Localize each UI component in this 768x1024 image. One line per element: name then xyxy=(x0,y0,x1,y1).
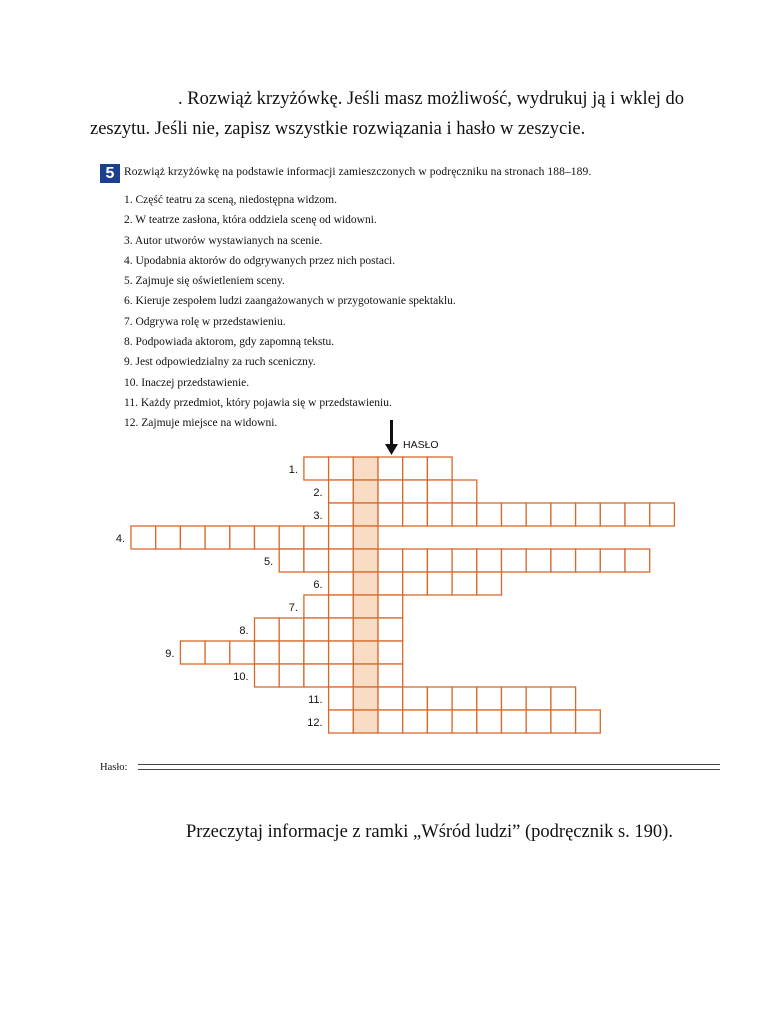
exercise-number-badge: 5 xyxy=(100,164,120,183)
crossword-cell[interactable] xyxy=(526,503,551,526)
crossword-cell[interactable] xyxy=(329,687,354,710)
crossword-cell[interactable] xyxy=(255,664,280,687)
clue-item: 9. Jest odpowiedzialny za ruch sceniczny. xyxy=(124,356,316,369)
crossword-cell[interactable] xyxy=(378,618,403,641)
clue-item: 12. Zajmuje miejsce na widowni. xyxy=(124,417,278,430)
crossword-cell[interactable] xyxy=(452,480,477,503)
crossword-cell[interactable] xyxy=(156,526,181,549)
crossword-cell[interactable] xyxy=(329,572,354,595)
crossword-cell[interactable] xyxy=(477,503,502,526)
crossword-cell[interactable] xyxy=(205,641,230,664)
crossword-cell[interactable] xyxy=(230,641,255,664)
crossword-cell[interactable] xyxy=(600,549,625,572)
crossword-row-label: 5. xyxy=(264,556,274,568)
crossword-cell[interactable] xyxy=(230,526,255,549)
crossword-cell[interactable] xyxy=(551,687,576,710)
crossword-row-label: 7. xyxy=(288,602,298,614)
crossword-cell[interactable] xyxy=(329,503,354,526)
crossword-cell[interactable] xyxy=(452,710,477,733)
clue-item: 3. Autor utworów wystawianych na scenie. xyxy=(124,234,323,247)
crossword-cell[interactable] xyxy=(576,549,601,572)
crossword-row xyxy=(165,641,402,664)
haslo-marker-label: HASŁO xyxy=(403,439,439,451)
crossword-cell[interactable] xyxy=(551,549,576,572)
crossword-row xyxy=(233,664,402,687)
crossword-cell[interactable] xyxy=(329,664,354,687)
crossword-cell[interactable] xyxy=(526,710,551,733)
crossword-cell[interactable] xyxy=(427,480,452,503)
crossword-cell[interactable] xyxy=(502,710,527,733)
crossword-cell[interactable] xyxy=(576,710,601,733)
crossword-key-cell[interactable] xyxy=(353,687,378,710)
crossword-cell[interactable] xyxy=(427,549,452,572)
crossword-cell[interactable] xyxy=(477,572,502,595)
crossword-cell[interactable] xyxy=(600,503,625,526)
crossword-row xyxy=(239,618,402,641)
crossword-key-cell[interactable] xyxy=(353,595,378,618)
haslo-answer-lines[interactable] xyxy=(138,764,720,774)
crossword-cell[interactable] xyxy=(329,595,354,618)
haslo-label: Hasło: xyxy=(100,762,128,773)
crossword-row-label: 8. xyxy=(239,625,249,637)
crossword-cell[interactable] xyxy=(304,664,329,687)
crossword-row-label: 10. xyxy=(233,671,249,683)
crossword-cell[interactable] xyxy=(403,457,428,480)
crossword-row-label: 11. xyxy=(308,694,323,706)
crossword-cell[interactable] xyxy=(329,526,354,549)
crossword-cell[interactable] xyxy=(378,549,403,572)
intro-line-1: . Rozwiąż krzyżówkę. Jeśli masz możliwość, wydrukuj ją i wklej do xyxy=(178,89,685,109)
crossword-cell[interactable] xyxy=(378,572,403,595)
crossword-row-label: 3. xyxy=(313,510,323,522)
crossword-cell[interactable] xyxy=(279,526,304,549)
crossword-cell[interactable] xyxy=(304,641,329,664)
crossword-cell[interactable] xyxy=(279,549,304,572)
crossword-row xyxy=(307,710,600,733)
clue-item: 7. Odgrywa rolę w przedstawieniu. xyxy=(124,315,286,328)
crossword-key-cell[interactable] xyxy=(353,549,378,572)
crossword-cell[interactable] xyxy=(329,480,354,503)
crossword-cell[interactable] xyxy=(279,664,304,687)
crossword-cell[interactable] xyxy=(255,641,280,664)
crossword-key-cell[interactable] xyxy=(353,457,378,480)
clue-item: 10. Inaczej przedstawienie. xyxy=(124,376,250,389)
crossword-key-cell[interactable] xyxy=(353,572,378,595)
crossword-cell[interactable] xyxy=(477,710,502,733)
crossword-row xyxy=(289,595,403,618)
crossword-key-cell[interactable] xyxy=(353,710,378,733)
crossword-row xyxy=(308,687,575,710)
exercise-instruction: Rozwiąż krzyżówkę na podstawie informacji zamieszczonych w podręczniku na stronach 188–189. xyxy=(124,166,592,178)
crossword-cell[interactable] xyxy=(329,549,354,572)
crossword-cell[interactable] xyxy=(378,457,403,480)
crossword-cell[interactable] xyxy=(279,641,304,664)
crossword-cell[interactable] xyxy=(180,641,205,664)
crossword-cell[interactable] xyxy=(329,710,354,733)
crossword-key-cell[interactable] xyxy=(353,503,378,526)
crossword-cell[interactable] xyxy=(625,503,650,526)
crossword-row-label: 1. xyxy=(288,464,298,476)
crossword-cell[interactable] xyxy=(255,526,280,549)
crossword-cell[interactable] xyxy=(378,687,403,710)
answer-line xyxy=(138,769,720,774)
clue-item: 6. Kieruje zespołem ludzi zaangażowanych w przygotowanie spektaklu. xyxy=(124,295,456,308)
clue-item: 4. Upodabnia aktorów do odgrywanych przez nich postaci. xyxy=(124,254,396,267)
crossword-cell[interactable] xyxy=(427,687,452,710)
crossword-cell[interactable] xyxy=(304,457,329,480)
clue-item: 11. Każdy przedmiot, który pojawia się w przedstawieniu. xyxy=(124,396,392,409)
crossword-cell[interactable] xyxy=(576,503,601,526)
crossword-row-label: 2. xyxy=(313,487,323,499)
clue-item: 5. Zajmuje się oświetleniem sceny. xyxy=(124,275,285,288)
crossword-cell[interactable] xyxy=(502,503,527,526)
crossword-cell[interactable] xyxy=(427,572,452,595)
crossword-cell[interactable] xyxy=(378,710,403,733)
crossword-cell[interactable] xyxy=(452,503,477,526)
crossword-row-label: 12. xyxy=(307,717,323,729)
crossword-row-label: 9. xyxy=(165,648,175,660)
crossword-cell[interactable] xyxy=(551,503,576,526)
crossword-row xyxy=(289,457,452,480)
crossword-cell[interactable] xyxy=(403,687,428,710)
crossword-cell[interactable] xyxy=(304,618,329,641)
crossword-cell[interactable] xyxy=(650,503,675,526)
crossword-cell[interactable] xyxy=(452,549,477,572)
crossword-cell[interactable] xyxy=(551,710,576,733)
crossword-cell[interactable] xyxy=(403,710,428,733)
crossword-cell[interactable] xyxy=(502,549,527,572)
clue-item: 1. Część teatru za sceną, niedostępna widzom. xyxy=(124,194,337,206)
crossword-cell[interactable] xyxy=(403,572,428,595)
crossword-cell[interactable] xyxy=(378,503,403,526)
crossword-row xyxy=(313,503,674,526)
crossword-row xyxy=(116,526,378,549)
crossword-cell[interactable] xyxy=(205,526,230,549)
crossword-cell[interactable] xyxy=(131,526,156,549)
intro-line-2: zeszytu. Jeśli nie, zapisz wszystkie rozwiązania i hasło w zeszycie. xyxy=(90,119,586,139)
read-instruction: Przeczytaj informacje z ramki „Wśród ludzi” (podręcznik s. 190). xyxy=(186,822,673,842)
crossword-key-cell[interactable] xyxy=(353,641,378,664)
crossword-cell[interactable] xyxy=(378,664,403,687)
crossword-cell[interactable] xyxy=(477,687,502,710)
crossword-cell[interactable] xyxy=(378,641,403,664)
crossword-cell[interactable] xyxy=(452,687,477,710)
haslo-arrow-icon xyxy=(385,420,398,455)
crossword-row xyxy=(264,549,650,572)
crossword-cell[interactable] xyxy=(329,641,354,664)
crossword-key-cell[interactable] xyxy=(353,618,378,641)
crossword-cell[interactable] xyxy=(526,687,551,710)
crossword-cell[interactable] xyxy=(304,526,329,549)
crossword-cell[interactable] xyxy=(378,595,403,618)
crossword-key-cell[interactable] xyxy=(353,480,378,503)
crossword-cell[interactable] xyxy=(329,618,354,641)
crossword-key-cell[interactable] xyxy=(353,526,378,549)
crossword-row xyxy=(313,572,501,595)
crossword-cell[interactable] xyxy=(452,572,477,595)
crossword-cell[interactable] xyxy=(403,480,428,503)
crossword-cell[interactable] xyxy=(427,710,452,733)
crossword-cell[interactable] xyxy=(279,618,304,641)
crossword-key-cell[interactable] xyxy=(353,664,378,687)
clue-item: 8. Podpowiada aktorom, gdy zapomną tekstu. xyxy=(124,336,335,349)
crossword-row xyxy=(313,480,476,503)
crossword-cell[interactable] xyxy=(427,503,452,526)
crossword-row-label: 6. xyxy=(313,579,323,591)
crossword-cell[interactable] xyxy=(255,618,280,641)
clue-item: 2. W teatrze zasłona, która oddziela scenę od widowni. xyxy=(124,214,377,227)
crossword-cell[interactable] xyxy=(477,549,502,572)
crossword-cell[interactable] xyxy=(625,549,650,572)
crossword-cell[interactable] xyxy=(304,549,329,572)
crossword-cell[interactable] xyxy=(180,526,205,549)
crossword-cell[interactable] xyxy=(329,457,354,480)
crossword-cell[interactable] xyxy=(304,595,329,618)
crossword-cell[interactable] xyxy=(403,503,428,526)
crossword-cell[interactable] xyxy=(403,549,428,572)
crossword-cell[interactable] xyxy=(502,687,527,710)
crossword-cell[interactable] xyxy=(526,549,551,572)
crossword-cell[interactable] xyxy=(378,480,403,503)
crossword-cell[interactable] xyxy=(427,457,452,480)
crossword-row-label: 4. xyxy=(115,533,125,545)
